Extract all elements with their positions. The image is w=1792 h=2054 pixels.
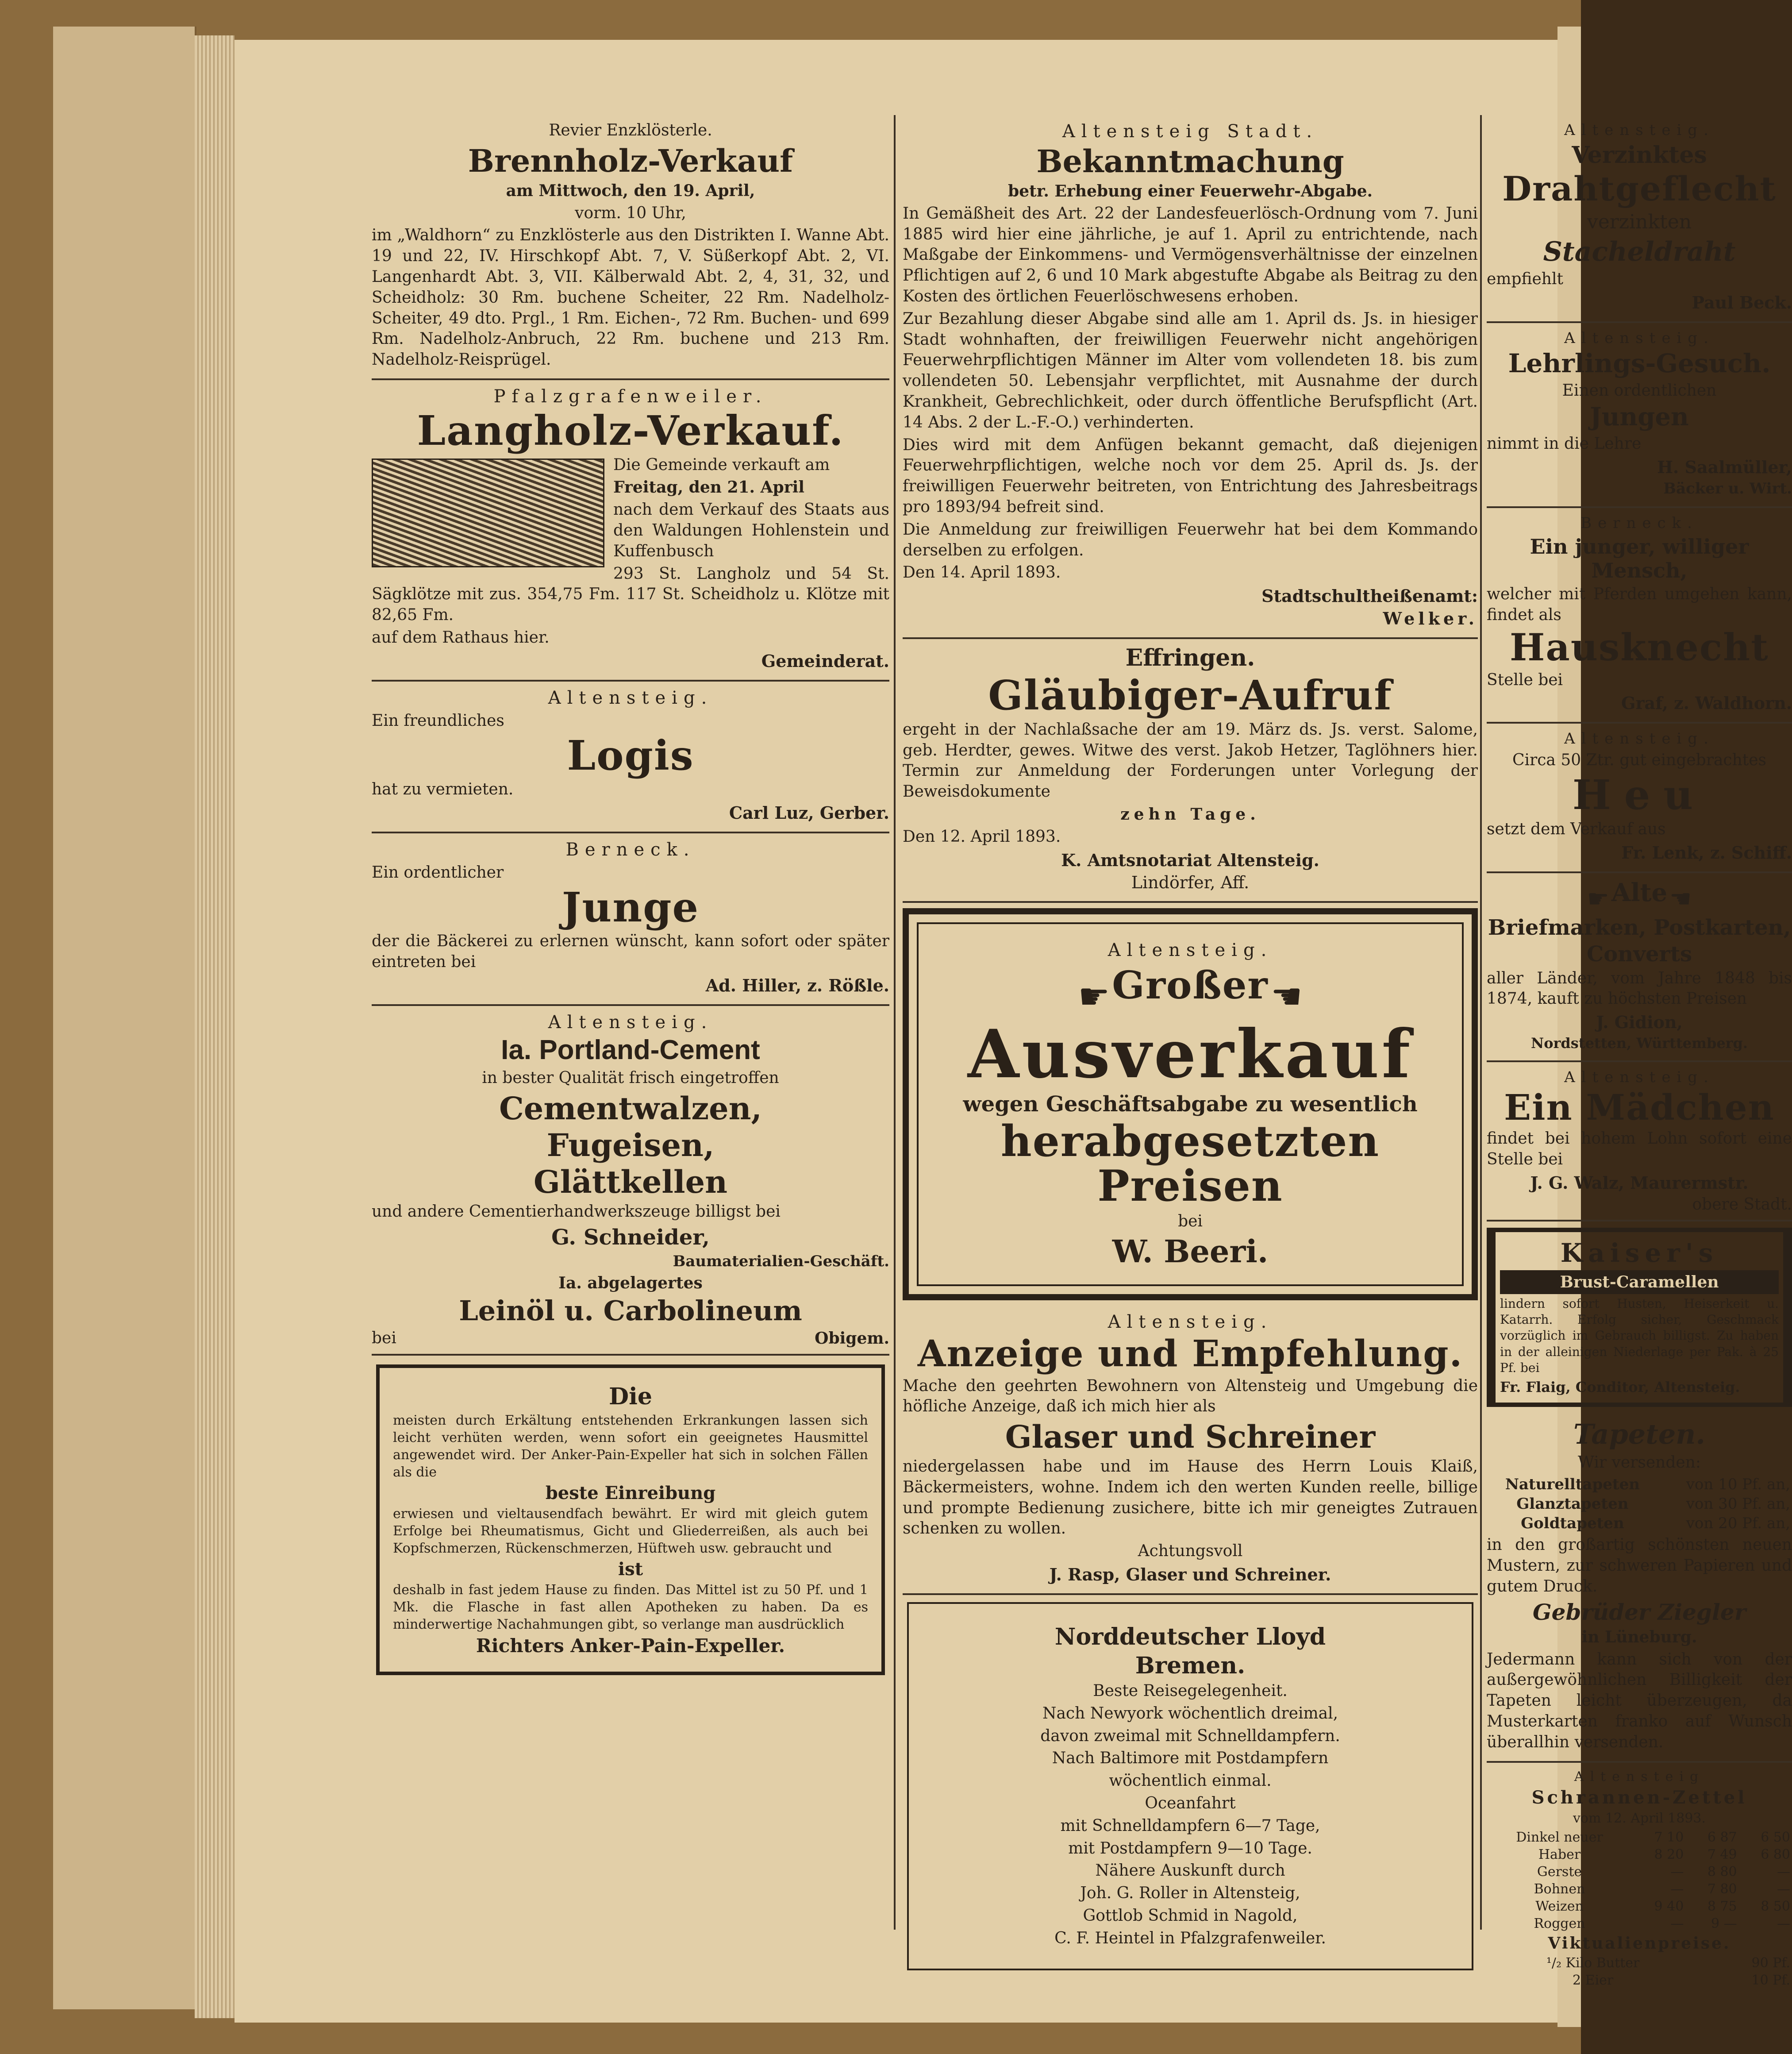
headline-sub: Converts	[1586, 941, 1692, 967]
item-name: Goldtapeten	[1521, 1514, 1624, 1533]
table-row	[1487, 1846, 1792, 1863]
price-low: —	[1777, 1881, 1790, 1897]
signature: J. Gidion,	[1596, 1012, 1683, 1033]
headline: Brennholz-Verkauf	[468, 142, 793, 179]
line: Oceanfahrt	[1145, 1794, 1236, 1813]
body-text: Jedermann kann sich von der außergewöhnlichen Billigkeit der Tapeten leicht überzeugen, da Musterkarten franko auf Wunsch überallhin versenden.	[1487, 1650, 1792, 1751]
line: Joh. G. Roller in Altensteig,	[1080, 1884, 1300, 1903]
ad-hausknecht	[1487, 508, 1792, 724]
table-row	[1487, 1863, 1792, 1881]
intro: Ein ordentlicher	[372, 863, 504, 882]
location: Effringen.	[1125, 644, 1255, 672]
body-text: meisten durch Erkältung entstehenden Erkrankungen lassen sich leicht verhüten werden, wenn sofort ein geeignetes Hausmittel angewendet wird. Der Anker-Pain-Expeller hat sich in solchen Fällen als die	[393, 1412, 868, 1480]
book-cover-edge	[53, 27, 196, 2009]
ad-norddeutscher-lloyd	[907, 1602, 1473, 1970]
price-high: —	[1670, 1915, 1684, 1931]
item-price: von 30 Pf. an,	[1686, 1495, 1790, 1513]
price-high: —	[1670, 1881, 1684, 1897]
ad-anzeige	[903, 1306, 1478, 1595]
headline: Ein Mädchen	[1504, 1087, 1775, 1129]
table-row	[1487, 1514, 1792, 1533]
location: Altensteig.	[1564, 1068, 1715, 1087]
term: zehn Tage.	[1120, 805, 1260, 824]
ad-brennholz	[372, 115, 889, 380]
headline: Die	[609, 1383, 652, 1410]
emphasis: beste Einreibung	[545, 1482, 716, 1503]
items-text: 293 St. Langholz und 54 St. Sägklötze mit zus. 354,75 Fm. 117 St. Scheidholz u. Klötze mit 82,65 Fm.	[372, 564, 889, 624]
pointing-hand-icon: ☛	[1669, 884, 1692, 913]
table-row	[1487, 1829, 1792, 1846]
price-low: —	[1777, 1915, 1790, 1931]
headline-sub: Jungen	[1590, 402, 1689, 432]
price-low: 6 80	[1761, 1846, 1790, 1862]
signature: W. Beeri.	[1112, 1233, 1269, 1270]
ad-briefmarken	[1487, 873, 1792, 1063]
signature: Paul Beck.	[1692, 292, 1792, 312]
line: wöchentlich einmal.	[1109, 1772, 1272, 1790]
line: Beste Reisegelegenheit.	[1093, 1682, 1288, 1700]
signature: G. Schneider,	[551, 1225, 710, 1250]
signature: Stadtschultheißenamt:	[1261, 586, 1478, 606]
page-stack	[195, 35, 235, 2018]
price-mid: 7 80	[1707, 1881, 1737, 1897]
signature: Ad. Hiller, z. Rößle.	[705, 975, 889, 995]
location: Altensteig.	[1564, 329, 1715, 347]
paragraph: Die Anmeldung zur freiwilligen Feuerwehr hat bei dem Kommando derselben zu erfolgen.	[903, 520, 1478, 559]
ad-ausverkauf	[903, 908, 1478, 1301]
subheading: Viktualienpreise.	[1548, 1934, 1731, 1953]
item-name: 2 Eier	[1572, 1972, 1614, 1988]
location: Altensteig.	[548, 1012, 713, 1033]
ad-logis	[372, 682, 889, 833]
notice-glaeubiger	[903, 639, 1478, 902]
location: Berneck.	[565, 839, 696, 860]
column-rule	[1480, 115, 1482, 1930]
body-text: nimmt in die Lehre	[1487, 434, 1642, 453]
headline: Großer	[1112, 963, 1269, 1008]
signature-sub: Nordstetten, Württemberg.	[1531, 1035, 1748, 1052]
headline: Logis	[567, 731, 694, 779]
headline: Ein junger, williger Mensch,	[1530, 534, 1749, 582]
ad-drahtgeflecht	[1487, 115, 1792, 323]
price-high: —	[1670, 1864, 1684, 1880]
column-3	[1487, 115, 1792, 1995]
headline: Bekanntmachung	[1036, 143, 1344, 180]
body-text: niedergelassen habe und im Hause des Herrn Louis Klaiß, Bäckermeisters, wohne. Indem ich den werten Kunden reelle, billige und prompte Bedienung zusichere, bitte ich mir geneigtes Zutrauen schenken zu wollen.	[903, 1457, 1478, 1538]
headline: Anzeige und Empfehlung.	[917, 1333, 1463, 1376]
headline: Lehrlings-Gesuch.	[1508, 348, 1771, 378]
location: Berneck.	[1580, 514, 1698, 532]
product-name: Richters Anker-Pain-Expeller.	[476, 1634, 785, 1657]
body-text: nach dem Verkauf des Staats aus den Waldungen Hohlenstein und Kuffenbusch	[613, 501, 889, 560]
body-text: lindern sofort Husten, Heiserkeit u. Katarrh. Erfolg sicher, Geschmack vorzüglich im Gebrauch billigst. Zu haben in der alleinigen Niederlage per Pak. à 25 Pf. bei	[1500, 1296, 1779, 1376]
item-price: von 20 Pf. an,	[1686, 1514, 1790, 1533]
body-text: und andere Cementierhandwerkszeuge billigst bei	[372, 1202, 781, 1221]
headline: Ia. Portland-Cement	[501, 1034, 760, 1065]
location: Pfalzgrafenweiler.	[493, 386, 768, 407]
body-text: Einen ordentlichen	[1562, 381, 1717, 400]
signature: K. Amtsnotariat Altensteig.	[1061, 850, 1319, 870]
ad-kaiser-caramellen	[1487, 1228, 1792, 1407]
ad-lehrlings-gesuch	[1487, 323, 1792, 508]
signature: J. Rasp, Glaser und Schreiner.	[1049, 1565, 1331, 1585]
price-mid: 7 49	[1707, 1846, 1737, 1862]
price-mid: 8 75	[1707, 1898, 1737, 1914]
signature: Carl Luz, Gerber.	[729, 802, 889, 823]
ad-tapeten	[1487, 1413, 1792, 1762]
signature: J. G. Walz, Maurermstr.	[1530, 1172, 1749, 1193]
body-text: welcher mit Pferden umgehen kann, findet als	[1487, 585, 1792, 624]
body-text: wegen Geschäftsabgabe zu wesentlich	[963, 1092, 1418, 1117]
date: Den 12. April 1893.	[903, 827, 1061, 846]
time: vorm. 10 Uhr,	[575, 204, 686, 222]
newspaper-page	[235, 40, 1792, 2023]
body-text: in den großartig schönsten neuen Mustern, zur schweren Papieren und gutem Druck.	[1487, 1536, 1792, 1596]
grain-name: Dinkel neuer	[1516, 1829, 1603, 1845]
body-text: Die Gemeinde verkauft am	[613, 455, 830, 474]
location: Revier Enzklösterle.	[549, 121, 712, 139]
body-text: setzt dem Verkauf aus	[1487, 820, 1666, 838]
grain-name: Gerste	[1537, 1864, 1582, 1880]
ad-heu	[1487, 724, 1792, 873]
product: Leinöl u. Carbolineum	[459, 1295, 802, 1327]
table-row	[1487, 1475, 1792, 1494]
column-2	[903, 115, 1478, 1977]
line: Gottlob Schmid in Nagold,	[1083, 1907, 1298, 1925]
headline-main: Drahtgeflecht	[1502, 169, 1777, 208]
item-name: Glanztapeten	[1516, 1495, 1629, 1513]
body-text: erwiesen und vieltausendfach bewährt. Er wird mit gleich gutem Erfolge bei Rheumatismus, Gicht und Gliederreißen, als auch bei Kopfschmerzen, Rückenschmerzen, Hüftweh usw. gebraucht und	[393, 1506, 868, 1556]
headline: Langholz-Verkauf.	[417, 406, 844, 455]
body-text: Mache den geehrten Bewohnern von Altensteig und Umgebung die höfliche Anzeige, daß ich mich hier als	[903, 1376, 1478, 1416]
price-table	[1487, 1475, 1792, 1533]
location: Altensteig.	[1108, 1312, 1273, 1333]
signature: Fr. Flaig, Conditor, Altensteig.	[1500, 1379, 1740, 1396]
item-name: ¹/₂ Kilo Butter	[1546, 1955, 1640, 1971]
body-text: bei	[1178, 1212, 1203, 1230]
body-text: Circa 50 Ztr. gut eingebrachtes	[1512, 751, 1766, 770]
line: Nach Newyork wöchentlich dreimal,	[1042, 1704, 1338, 1723]
body-text: Ia. abgelagertes	[558, 1273, 703, 1292]
location: Altensteig.	[1564, 121, 1715, 139]
product: Brust-Caramellen	[1500, 1270, 1779, 1294]
price-mid: 8 80	[1707, 1864, 1737, 1880]
signature: Gebrüder Ziegler	[1532, 1599, 1746, 1625]
column-rule	[894, 115, 896, 1930]
market-prices	[1487, 1763, 1792, 1995]
notice-bekanntmachung	[903, 115, 1478, 639]
price-high: 7 10	[1654, 1829, 1684, 1845]
price-table	[1487, 1829, 1792, 1932]
price-low: 8 50	[1761, 1898, 1790, 1914]
intro: Ein freundliches	[372, 711, 504, 730]
line: Nähere Auskunft durch	[1095, 1861, 1285, 1880]
body-text: findet bei hohem Lohn sofort eine Stelle bei	[1487, 1129, 1792, 1168]
intro: Wir versenden:	[1577, 1453, 1701, 1472]
signature-sub: Bäcker u. Wirt.	[1663, 479, 1792, 497]
grain-name: Roggen	[1534, 1915, 1585, 1931]
grain-name: Bohnen	[1534, 1881, 1585, 1897]
location: Altensteig Stadt.	[1062, 121, 1319, 142]
table-row	[1487, 1954, 1792, 1972]
line: mit Schnelldampfern 6—7 Tage,	[1060, 1816, 1320, 1835]
headline-main: Heu	[1572, 771, 1707, 819]
body-text: Stelle bei	[1487, 671, 1563, 689]
grain-name: Weizen	[1535, 1898, 1584, 1914]
price-low: 6 50	[1761, 1829, 1790, 1845]
line: davon zweimal mit Schnelldampfern.	[1040, 1726, 1340, 1745]
headline-sub: herabgesetzten Preisen	[1000, 1116, 1380, 1211]
headline: Schrannen-Zettel	[1531, 1787, 1747, 1808]
location: Altensteig.	[1564, 730, 1715, 748]
signature-name: Lindörfer, Aff.	[1131, 872, 1250, 892]
headline: Norddeutscher Lloyd	[1054, 1623, 1326, 1651]
product: Stacheldraht	[1543, 236, 1736, 267]
signature-name: Welker.	[1383, 609, 1478, 629]
ad-cement	[372, 1006, 889, 1356]
signature-sub: obere Stadt.	[1692, 1195, 1792, 1214]
column-1	[372, 115, 889, 1684]
pointing-hand-icon: ☛	[1587, 884, 1609, 913]
headline-sub: verzinkten	[1587, 210, 1692, 233]
headline: Verzinktes	[1572, 142, 1707, 169]
headline-sub: Bremen.	[1135, 1652, 1246, 1680]
headline: Tapeten.	[1573, 1418, 1705, 1451]
item-price: von 10 Pf. an,	[1686, 1476, 1790, 1494]
signature: Graf, z. Waldhorn.	[1621, 693, 1792, 713]
price-high: 9 40	[1654, 1898, 1684, 1914]
date: Den 14. April 1893.	[903, 563, 1061, 582]
location: Altensteig.	[1108, 940, 1273, 960]
body-text: in bester Qualität frisch eingetroffen	[482, 1069, 779, 1087]
paragraph: Dies wird mit dem Anfügen bekannt gemacht, daß diejenigen Feuerwehrpflichtigen, welche noch vor dem 25. April ds. Js. der freiwilligen Feuerwehr beitreten, von Entrichtung des Jahresbeitrags pro 1893/94 befreit sind.	[903, 435, 1478, 516]
body-text: hat zu vermieten.	[372, 780, 514, 799]
headline: Alte	[1611, 878, 1668, 907]
body-text: im „Waldhorn“ zu Enzklösterle aus den Distrikten I. Wanne Abt. 19 und 22, IV. Hirschkopf Abt. 7, V. Süßerkopf Abt. 2, VI. Langenhardt Abt. 3, VII. Kälberwald Abt. 2, 4, 31, 32, und Scheidholz: 30 Rm. buchene Scheiter, 22 Rm. Nadelholz-Scheiter, 49 dto. Prgl., 1 Rm. Eichen-, 72 Rm. Buchen- und 699 Rm. Nadelholz-Anbruch, 22 Rm. buchene und 213 Rm. Nadelholz-Reisprügel.	[372, 226, 889, 369]
item-name: Naturelltapeten	[1505, 1476, 1640, 1494]
pointing-hand-icon: ☛	[1270, 975, 1303, 1017]
headline: Junge	[561, 883, 700, 931]
item-price: 90 Pf.	[1751, 1955, 1790, 1971]
table-row	[1487, 1494, 1792, 1514]
grain-name: Haber	[1538, 1846, 1581, 1862]
line: Nach Baltimore mit Postdampfern	[1052, 1749, 1329, 1768]
headline-main: Hausknecht	[1510, 625, 1769, 670]
paragraph: Zur Bezahlung dieser Abgabe sind alle am 1. April ds. Js. in hiesiger Stadt wohnhaften, der freiwilligen Feuerwehr nicht angehörigen Feuerwehrpflichtigen Männer im Alter vom vollendeten 18. bis zum vollendeten 50. Lebensjahr verpflichtet, mit Ausnahme der durch Krankheit, Gebrechlichkeit, oder durch öffentliche Berufspflicht (Art. 14 Abs. 2 der L.-F.-O.) verhinderten.	[903, 309, 1478, 432]
body-text: deshalb in fast jedem Hause zu finden. Das Mittel ist zu 50 Pf. und 1 Mk. die Flasche in fast allen Apotheken zu haben. Da es minderwertige Nachahmungen gibt, so verlange man ausdrücklich	[393, 1582, 868, 1632]
pointing-hand-icon: ☛	[1078, 975, 1110, 1017]
ad-junge	[372, 833, 889, 1006]
price-low: —	[1777, 1864, 1790, 1880]
body-text: ergeht in der Nachlaßsache der am 19. März ds. Js. verst. Salome, geb. Herdter, gewes. Witwe des verst. Jakob Hetzer, Taglöhners hier. Termin zur Anmeldung der Forderungen unter Vorlegung der Beweisdokumente	[903, 720, 1478, 801]
body-text: der die Bäckerei zu erlernen wünscht, kann sofort oder später eintreten bei	[372, 932, 889, 971]
price-mid: 6 87	[1707, 1829, 1737, 1845]
signature: H. Saalmüller,	[1657, 457, 1792, 477]
headline-main: Ausverkauf	[967, 1015, 1413, 1093]
ad-langholz	[372, 380, 889, 682]
body-text: empfiehlt	[1487, 270, 1563, 288]
place: auf dem Rathaus hier.	[372, 628, 550, 647]
ad-maedchen	[1487, 1062, 1792, 1222]
signature: Fr. Lenk, z. Schiff.	[1621, 842, 1792, 863]
emphasis: ist	[618, 1558, 643, 1580]
location: Altensteig	[1574, 1769, 1705, 1784]
signature: Gemeinderat.	[761, 651, 889, 671]
date: vom 12. April 1893.	[1573, 1810, 1706, 1826]
location: Altensteig.	[548, 687, 713, 708]
product: Cementwalzen,	[499, 1090, 762, 1127]
headline-main: Briefmarken, Postkarten,	[1488, 915, 1791, 940]
signature-sub: Baumaterialien-Geschäft.	[673, 1252, 889, 1270]
paragraph: In Gemäßheit des Art. 22 der Landesfeuerlösch-Ordnung vom 7. Juni 1885 wird hier eine jährliche, je auf 1. April zu entrichtende, nach Maßgabe der Einkommens- und Vermögensverhältnisse der einzelnen Pflichtigen auf 2, 6 und 10 Mark abgestufte Abgabe als Beitrag zu den Kosten des örtlichen Feuerlöschwesens erhoben.	[903, 204, 1478, 305]
item-price: 10 Pf.	[1751, 1972, 1790, 1988]
price-mid: 9 —	[1711, 1915, 1737, 1931]
signature-sub: in Lüneburg.	[1581, 1627, 1697, 1646]
trade: Glaser und Schreiner	[1005, 1418, 1376, 1456]
body-text: aller Länder, vom Jahre 1848 bis 1874, kauft zu höchsten Preisen	[1487, 969, 1792, 1008]
line: mit Postdampfern 9—10 Tage.	[1068, 1839, 1312, 1857]
table-row	[1487, 1972, 1792, 1989]
table-row	[1487, 1915, 1792, 1932]
product: Glättkellen	[533, 1163, 728, 1200]
headline: Gläubiger-Aufruf	[988, 671, 1392, 720]
headline: Kaiser's	[1560, 1237, 1719, 1268]
product: Fugeisen,	[546, 1126, 715, 1164]
line: C. F. Heintel in Pfalzgrafenweiler.	[1054, 1929, 1326, 1947]
body-text: bei	[372, 1329, 396, 1347]
price-high: 8 20	[1654, 1846, 1684, 1862]
subtitle: betr. Erhebung einer Feuerwehr-Abgabe.	[1008, 182, 1373, 200]
date: am Mittwoch, den 19. April,	[506, 181, 755, 200]
table-row	[1487, 1881, 1792, 1898]
woodcut-illustration	[372, 459, 604, 567]
ad-anker-pain-expeller	[376, 1364, 885, 1675]
table-row	[1487, 1898, 1792, 1915]
closing: Achtungsvoll	[1138, 1542, 1243, 1561]
signature: Obigem.	[815, 1329, 889, 1348]
victuals-table	[1487, 1954, 1792, 1989]
date: Freitag, den 21. April	[613, 478, 805, 497]
